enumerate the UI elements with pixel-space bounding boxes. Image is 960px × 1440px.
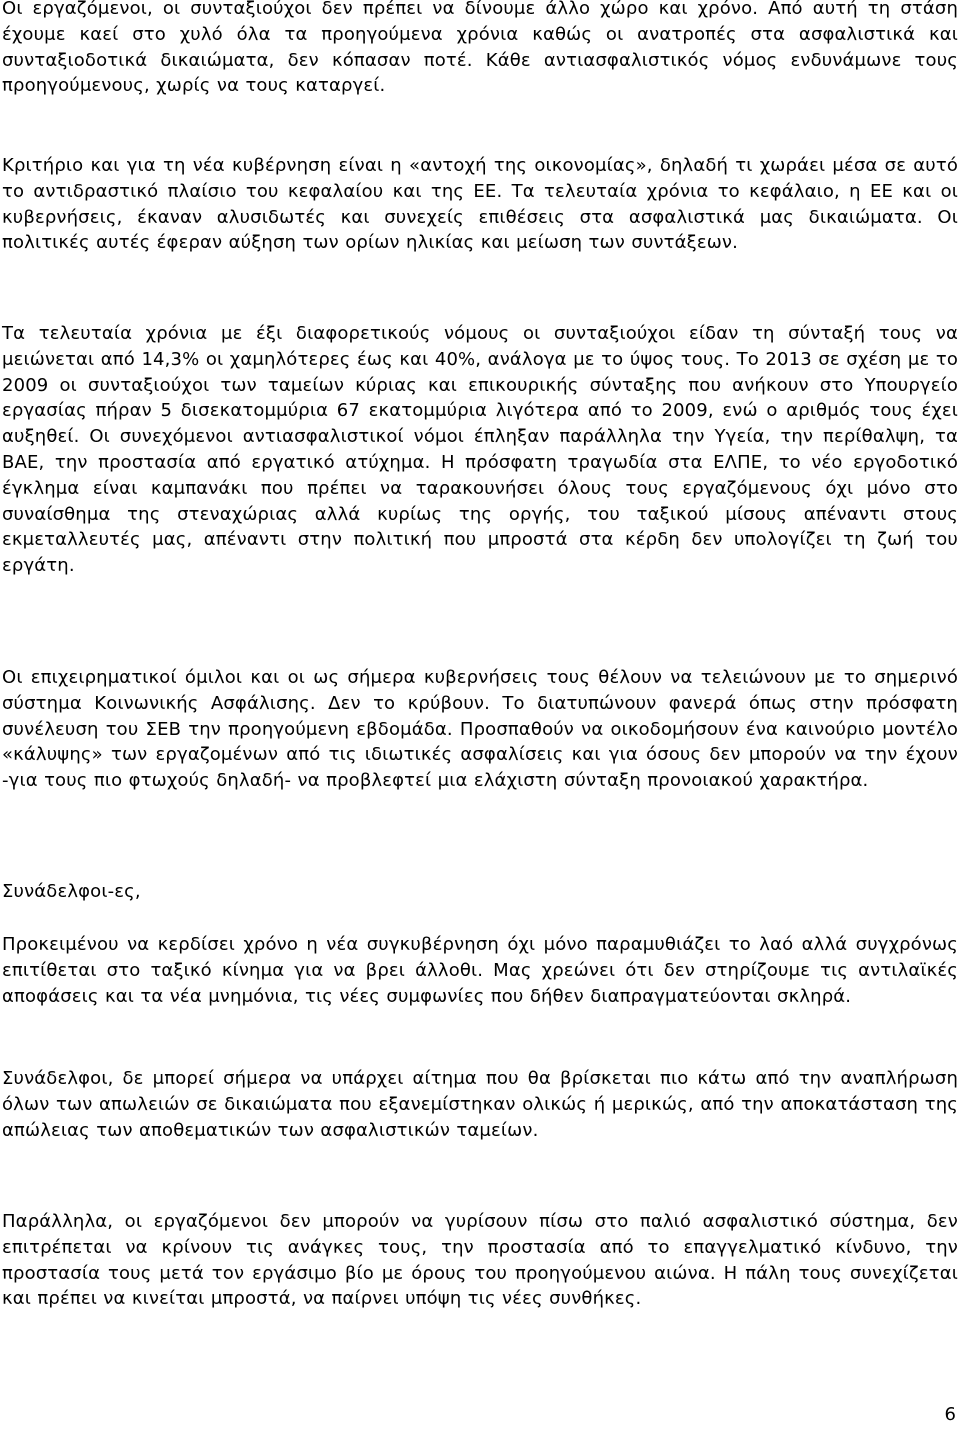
paragraph-7: Συνάδελφοι, δε μπορεί σήμερα να υπάρχει αίτημα που θα βρίσκεται πιο κάτω από την αναπλήρωση όλων των απωλειών σε δικαιώματα που εξανεμίστηκαν ολικώς ή μερικώς, από την αποκατάσταση της απώλειας των αποθεματικών των ασφαλιστικών ταμείων.: [2, 1068, 958, 1141]
paragraph-1: Οι εργαζόμενοι, οι συνταξιούχοι δεν πρέπει να δίνουμε άλλο χώρο και χρόνο. Από αυτή τη στάση έχουμε καεί στο χυλό όλα τα προηγούμενα χρόνια καθώς οι ανατροπές στα ασφαλιστικά και συνταξιοδοτικά δικαιώματα, δεν κόπασαν ποτέ. Κάθε αντιασφαλιστικός νόμος ενδυνάμωνε τους προηγούμενους, χωρίς να τους καταργεί.: [2, 0, 958, 97]
paragraph-8: Παράλληλα, οι εργαζόμενοι δεν μπορούν να γυρίσουν πίσω στο παλιό ασφαλιστικό σύστημα, δεν επιτρέπεται να κρίνουν τις ανάγκες τους, την προστασία από το επαγγελματικό κίνδυνο, την προστασία τους μετά τον εργάσιμο βίο με όρους του προηγούμενου αιώνα. Η πάλη τους συνεχίζεται και πρέπει να κινείται μπροστά, να παίρνει υπόψη τις νέες συνθήκες.: [2, 1211, 958, 1310]
paragraph-6: Προκειμένου να κερδίσει χρόνο η νέα συγκυβέρνηση όχι μόνο παραμυθιάζει το λαό αλλά συγχρόνως επιτίθεται στο ταξικό κίνημα για να βρει άλλοθι. Μας χρεώνει ότι δεν στηρίζουμε τις αντιλαϊκές αποφάσεις και τα νέα μνημόνια, τις νέες συμφωνίες που δήθεν διαπραγματεύονται σκληρά.: [2, 934, 958, 1007]
paragraph-2: Κριτήριο και για τη νέα κυβέρνηση είναι η «αντοχή της οικονομίας», δηλαδή τι χωράει μέσα σε αυτό το αντιδραστικό πλαίσιο του κεφαλαίου και της ΕΕ. Τα τελευταία χρόνια το κεφάλαιο, η ΕΕ και οι κυβερνήσεις, έκαναν αλυσιδωτές και συνεχείς επιθέσεις στα ασφαλιστικά μας δικαιώματα. Οι πολιτικές αυτές έφεραν αύξηση των ορίων ηλικίας και μείωση των συντάξεων.: [2, 155, 958, 254]
paragraph-4: Οι επιχειρηματικοί όμιλοι και οι ως σήμερα κυβερνήσεις τους θέλουν να τελειώνουν με το σημερινό σύστημα Κοινωνικής Ασφάλισης. Δεν το κρύβουν. Το διατυπώνουν φανερά όπως στην πρόσφατη συνέλευση του ΣΕΒ την προηγούμενη εβδομάδα. Προσπαθούν να οικοδομήσουν ένα καινούριο μοντέλο «κάλυψης» των εργαζομένων από τις ιδιωτικές ασφαλίσεις και για όσους δεν μπορούν να την έχουν -για τους πιο φτωχούς δηλαδή- να προβλεφτεί μια ελάχιστη σύνταξη προνοιακού χαρακτήρα.: [2, 667, 958, 792]
salutation: Συνάδελφοι-ες,: [2, 881, 141, 902]
paragraph-3: Τα τελευταία χρόνια με έξι διαφορετικούς νόμους οι συνταξιούχοι είδαν τη σύνταξή τους να μειώνεται από 14,3% οι χαμηλότερες έως και 40%, ανάλογα με το ύψος τους. Το 2013 σε σχέση με το 2009 οι συνταξιούχοι των ταμείων κύριας και επικουρικής σύνταξης που ανήκουν στο Υπουργείο εργασίας πήραν 5 δισεκατομμύρια 67 εκατομμύρια λιγότερα από το 2009, ενώ ο αριθμός τους έχει αυξηθεί. Οι συνεχόμενοι αντιασφαλιστικοί νόμοι έπληξαν παράλληλα την Υγεία, την περίθαλψη, τα ΒΑΕ, την προστασία από εργατικό ατύχημα. Η πρόσφατη τραγωδία στα ΕΛΠΕ, το νέο εργοδοτικό έγκλημα είναι καμπανάκι που πρέπει να ταρακουνήσει όλους τους εργαζόμενους όχι μόνο στο συναίσθημα της στεναχώριας αλλά κυρίως της οργής, του ταξικού μίσους απέναντι στους εκμεταλλευτές μας, απέναντι στην πολιτική που μπροστά στα κέρδη δεν υπολογίζει τη ζωή του εργάτη.: [2, 323, 958, 577]
page-number: 6: [944, 1404, 956, 1425]
